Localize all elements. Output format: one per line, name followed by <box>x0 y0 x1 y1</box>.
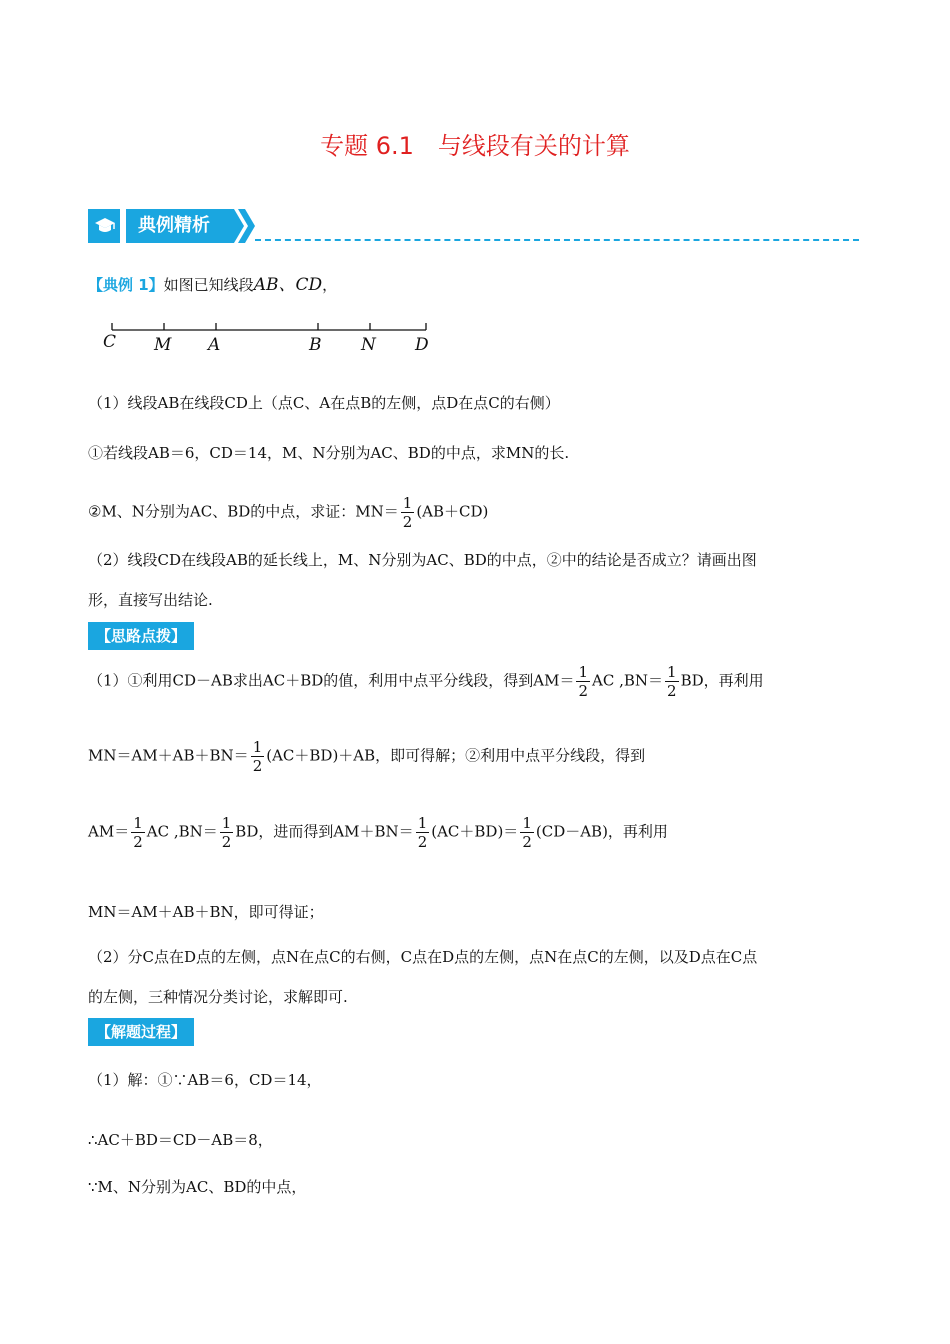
graduation-cap-icon <box>94 217 116 235</box>
point-label: N <box>361 335 376 355</box>
hint-line5: （2）分C点在D点的左侧，点N在点C的右侧，C点在D点的左侧，点N在点C的左侧，以及D点在C点 <box>88 948 758 966</box>
fraction: $\frac{1}{2}$ <box>417 814 428 851</box>
example-tag: 【典例 1】 <box>88 276 164 294</box>
hint-line2: MN＝AM＋AB＋BN＝ $\frac{1}{2}$ (AC＋BD)＋AB，即可得解；②利用中点平分线段，得到 <box>88 738 646 775</box>
point-label: A <box>208 335 221 355</box>
point-label: C <box>103 332 117 352</box>
fraction: $\frac{1}{2}$ <box>578 663 589 700</box>
solution-line3: ∵M、N分别为AC、BD的中点， <box>88 1178 307 1196</box>
solution-line1: （1）解：①∵AB＝6，CD＝14， <box>88 1071 322 1089</box>
hint-line1: （1）①利用CD－AB求出AC＋BD的值，利用中点平分线段，得到AM＝ $\frac{1}{2}$ AC ,BN＝ $\frac{1}{2}$ BD，再利用 <box>88 663 764 700</box>
segment-line <box>100 318 440 334</box>
hint-line6: 的左侧，三种情况分类讨论，求解即可. <box>88 988 348 1006</box>
fraction: $\frac{1}{2}$ <box>522 814 532 851</box>
fraction: $\frac{1}{2}$ <box>667 663 677 700</box>
solution-tag: 【解题过程】 <box>88 1018 194 1046</box>
fraction: $\frac{1}{2}$ <box>252 738 263 775</box>
example-part2-line2: 形，直接写出结论. <box>88 591 213 609</box>
section-banner <box>88 208 258 244</box>
example-intro: 【典例 1】如图已知线段AB、CD， <box>88 275 338 295</box>
example-part2-line1: （2）线段CD在线段AB的延长线上，M、N分别为AC、BD的中点，②中的结论是否成立？请画出图 <box>88 551 757 569</box>
solution-line2: ∴AC＋BD＝CD－AB＝8， <box>88 1131 273 1149</box>
point-label: B <box>309 335 322 355</box>
fraction: $\frac{1}{2}$ <box>221 814 232 851</box>
banner-divider <box>255 239 859 241</box>
hint-line3: AM＝ $\frac{1}{2}$ AC ,BN＝ $\frac{1}{2}$ BD，进而得到AM＋BN＝ $\frac{1}{2}$ (AC＋BD)＝ $\frac{1}{2}$ (CD－AB)，再利用 <box>88 814 668 851</box>
point-label: D <box>415 335 429 355</box>
segment-diagram <box>100 318 440 358</box>
fraction: $\frac{1}{2}$ <box>402 494 413 531</box>
hint-line4: MN＝AM＋AB＋BN，即可得证； <box>88 903 324 921</box>
banner-label: 典例精析 <box>138 215 210 236</box>
hint-tag: 【思路点拨】 <box>88 622 194 650</box>
example-q2: ②M、N分别为AC、BD的中点，求证：MN＝ $\frac{1}{2}$ (AB＋CD) <box>88 494 489 531</box>
example-part1: （1）线段AB在线段CD上（点C、A在点B的左侧，点D在点C的右侧） <box>88 394 560 412</box>
page-title: 专题 6.1 与线段有关的计算 <box>320 132 630 160</box>
point-label: M <box>154 335 172 355</box>
fraction: $\frac{1}{2}$ <box>133 814 143 851</box>
example-q1: ①若线段AB＝6，CD＝14，M、N分别为AC、BD的中点，求MN的长. <box>88 444 570 462</box>
